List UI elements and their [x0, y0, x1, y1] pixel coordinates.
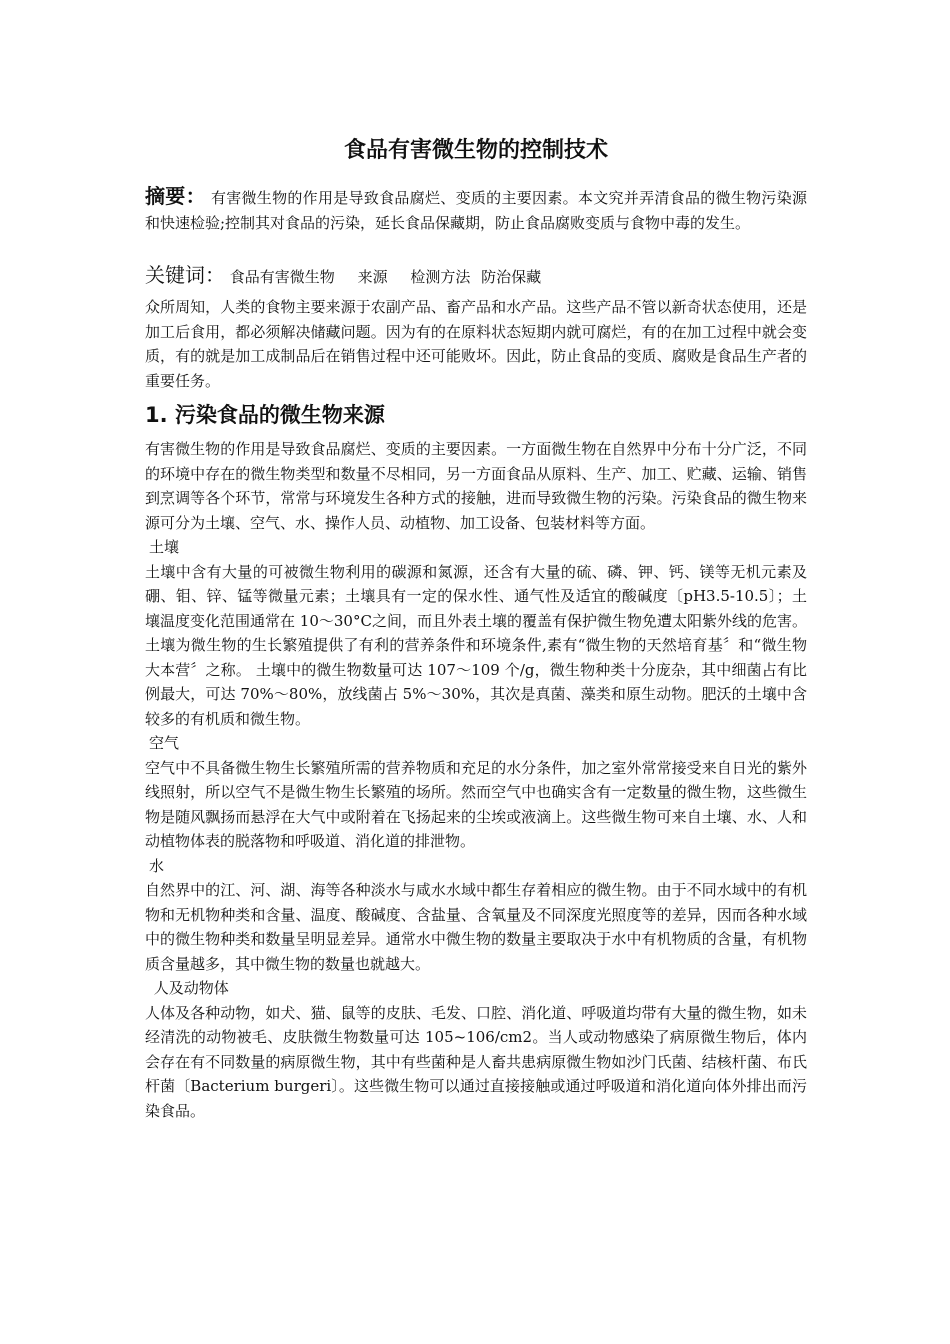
- subsection-heading-water: 水: [149, 856, 165, 875]
- abstract: [145, 184, 807, 235]
- keyword-item: 来源: [357, 268, 388, 286]
- subsection-paragraph-humans-animals: 人体及各种动物，如犬、猫、鼠等的皮肤、毛发、口腔、消化道、呼吸道均带有大量的微生物，如未经清洗的动物被毛、皮肤微生物数量可达 105~106/cm2。当人或动物感染了病原微生物后，体内会存在有不同数量的病原微生物，其中有些菌种是人畜共患病原微生物如沙门氏菌、结核杆菌、布氏杆菌〔Bacterium burgeri〕。这些微生物可以通过直接接触或通过呼吸道和消化道向体外排出而污染食品。: [145, 1003, 807, 1120]
- section-heading: 1. 污染食品的微生物来源: [145, 403, 385, 427]
- subsection-heading-air: 空气: [149, 734, 180, 752]
- keywords-label: 关键词：: [145, 263, 225, 287]
- keywords-list: [230, 268, 559, 286]
- keyword-item: 防治保藏: [481, 268, 542, 286]
- abstract-text: 有害微生物的作用是导致食品腐烂、变质的主要因素。本文究并弄清食品的微生物污染源和快速检验;控制其对食品的污染，延长食品保藏期，防止食品腐败变质与食物中毒的发生。: [145, 189, 807, 232]
- keyword-item: 检测方法: [410, 268, 471, 286]
- keyword-item: 食品有害微生物: [229, 268, 335, 286]
- abstract-label: 摘要：: [145, 184, 206, 208]
- subsection-heading-humans-animals: 人及动物体: [149, 979, 229, 997]
- subsection-paragraph-air: 空气中不具备微生物生长繁殖所需的营养物质和充足的水分条件，加之室外常常接受来自日光的紫外线照射，所以空气不是微生物生长繁殖的场所。然而空气中也确实含有一定数量的微生物，这些微生物是随风飘扬而悬浮在大气中或附着在飞扬起来的尘埃或液滴上。这些微生物可来自土壤、水、人和动植物体表的脱落物和呼吸道、消化道的排泄物。: [145, 758, 807, 850]
- document-title: 食品有害微生物的控制技术: [343, 138, 608, 163]
- subsection-paragraph-soil: 土壤中含有大量的可被微生物利用的碳源和氮源，还含有大量的硫、磷、钾、钙、镁等无机元素及硼、钼、锌、锰等微量元素；土壤具有一定的保水性、通气性及适宜的酸碱度〔pH3.5-10.5〕；土壤温度变化范围通常在 10～30°C之间，而且外表土壤的覆盖有保护微生物免遭太阳紫外线的危害。 土壤为微生物的生长繁殖提供了有利的营养条件和环境条件,素有“微生物的天然培育基〞和“微生物大本营〞之称。 土壤中的微生物数量可达 107～109 个/g，微生物种类十分庞杂，其中细菌占有比例最大，可达 70%～80%，放线菌占 5%～30%，其次是真菌、藻类和原生动物。肥沃的土壤中含较多的有机质和微生物。: [145, 562, 807, 728]
- subsection-paragraph-water: 自然界中的江、河、湖、海等各种淡水与咸水水域中都生存着相应的微生物。由于不同水域中的有机物和无机物种类和含量、温度、酸碱度、含盐量、含氧量及不同深度光照度等的差异，因而各种水域中的微生物种类和数量呈明显差异。通常水中微生物的数量主要取决于水中有机物质的含量，有机物质含量越多，其中微生物的数量也就越大。: [145, 881, 807, 973]
- intro-paragraph: 众所周知，人类的食物主要来源于农副产品、畜产品和水产品。这些产品不管以新奇状态使用，还是加工后食用，都必须解决储藏问题。因为有的在原料状态短期内就可腐烂，有的在加工过程中就会变质，有的就是加工成制品后在销售过程中还可能败坏。因此，防止食品的变质、腐败是食品生产者的重要任务。: [145, 298, 807, 390]
- keywords: [145, 261, 807, 291]
- document-body: [145, 134, 807, 1123]
- section-intro-paragraph: 有害微生物的作用是导致食品腐烂、变质的主要因素。一方面微生物在自然界中分布十分广泛，不同的环境中存在的微生物类型和数量不尽相同，另一方面食品从原料、生产、加工、贮藏、运输、销售到烹调等各个环节，常常与环境发生各种方式的接触，进而导致微生物的污染。污染食品的微生物来源可分为土壤、空气、水、操作人员、动植物、加工设备、包装材料等方面。: [145, 440, 807, 532]
- subsection-heading-soil: 土壤: [149, 538, 180, 556]
